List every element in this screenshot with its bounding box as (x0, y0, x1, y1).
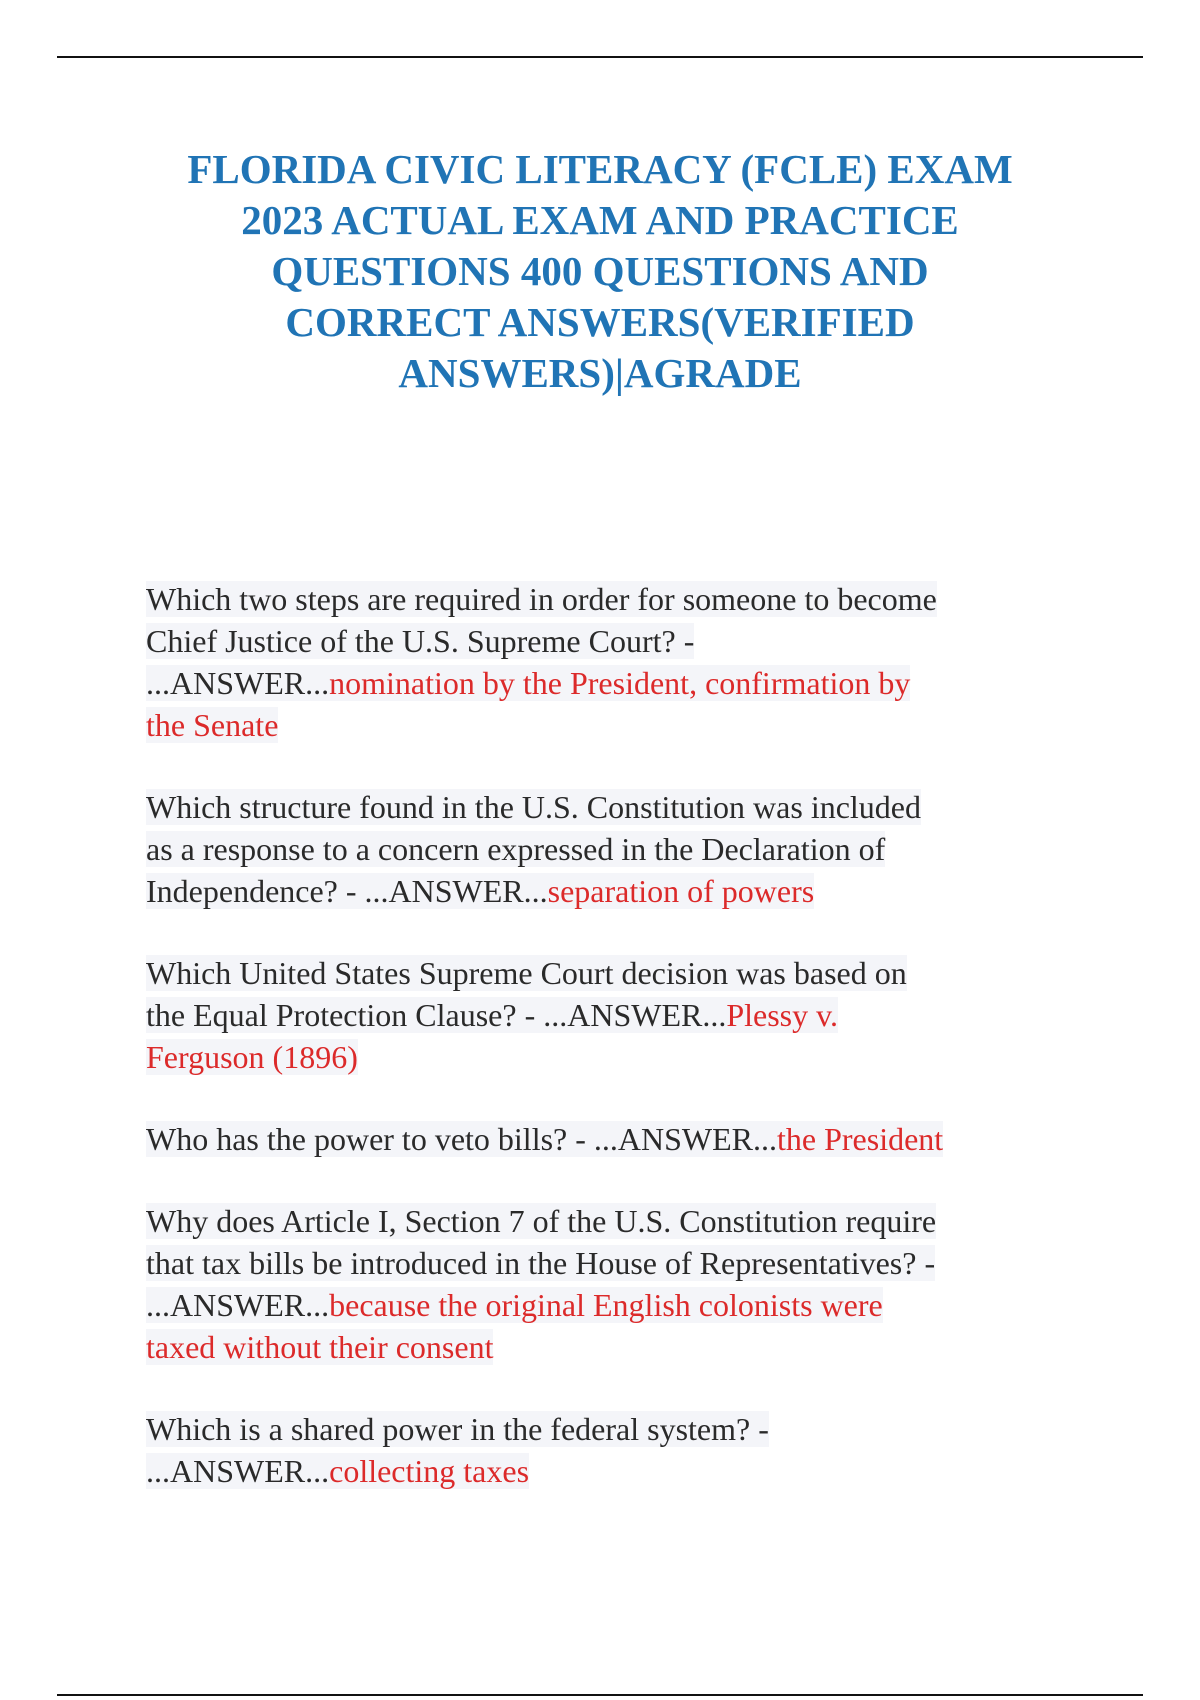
answer-text: the President (777, 1121, 944, 1157)
qa-item (146, 1408, 1086, 1492)
qa-line (146, 870, 1086, 912)
qa-item (146, 1118, 1086, 1160)
question-text: Which two steps are required in order for someone to become (146, 581, 937, 617)
question-text: the Equal Protection Clause? - ...ANSWER... (146, 997, 727, 1033)
question-text: ...ANSWER... (146, 1453, 330, 1489)
question-text: ...ANSWER... (146, 665, 330, 701)
question-text: that tax bills be introduced in the House of Representatives? - (146, 1245, 936, 1281)
qa-line (146, 620, 1086, 662)
title-line: QUESTIONS 400 QUESTIONS AND (271, 248, 929, 294)
title-line: ANSWERS)|AGRADE (398, 350, 802, 396)
question-text: Which United States Supreme Court decision was based on (146, 955, 907, 991)
answer-text: separation of powers (547, 873, 815, 909)
title-line: CORRECT ANSWERS(VERIFIED (285, 299, 915, 345)
question-text: Who has the power to veto bills? - ...ANSWER... (146, 1121, 777, 1157)
qa-line (146, 1036, 1086, 1078)
qa-line (146, 1118, 1086, 1160)
qa-item (146, 786, 1086, 912)
question-text: Why does Article I, Section 7 of the U.S. Constitution require (146, 1203, 937, 1239)
qa-line (146, 994, 1086, 1036)
answer-text: the Senate (146, 707, 279, 743)
qa-line (146, 704, 1086, 746)
question-text: Which is a shared power in the federal system? - (146, 1411, 769, 1447)
qa-line (146, 952, 1086, 994)
question-text: as a response to a concern expressed in the Declaration of (146, 831, 886, 867)
bottom-rule (57, 1694, 1143, 1696)
qa-line (146, 1326, 1086, 1368)
question-text: Which structure found in the U.S. Constitution was included (146, 789, 921, 825)
title-line: FLORIDA CIVIC LITERACY (FCLE) EXAM (187, 146, 1013, 192)
question-text: Chief Justice of the U.S. Supreme Court? - (146, 623, 695, 659)
top-rule (57, 56, 1143, 58)
qa-line (146, 1450, 1086, 1492)
title-line: 2023 ACTUAL EXAM AND PRACTICE (241, 197, 959, 243)
qa-list (146, 578, 1086, 1492)
qa-item (146, 952, 1086, 1078)
qa-line (146, 1242, 1086, 1284)
qa-line (146, 1284, 1086, 1326)
qa-line (146, 786, 1086, 828)
qa-line (146, 828, 1086, 870)
qa-line (146, 1408, 1086, 1450)
answer-text: collecting taxes (329, 1453, 530, 1489)
qa-line (146, 1200, 1086, 1242)
qa-line (146, 578, 1086, 620)
document-title (140, 144, 1060, 399)
answer-text: nomination by the President, confirmation by (329, 665, 911, 701)
answer-text: Ferguson (1896) (146, 1039, 358, 1075)
qa-item (146, 578, 1086, 746)
qa-line (146, 662, 1086, 704)
answer-text: because the original English colonists were (329, 1287, 883, 1323)
answer-text: taxed without their consent (146, 1329, 494, 1365)
answer-text: Plessy v. (726, 997, 839, 1033)
qa-item (146, 1200, 1086, 1368)
question-text: ...ANSWER... (146, 1287, 330, 1323)
question-text: Independence? - ...ANSWER... (146, 873, 548, 909)
